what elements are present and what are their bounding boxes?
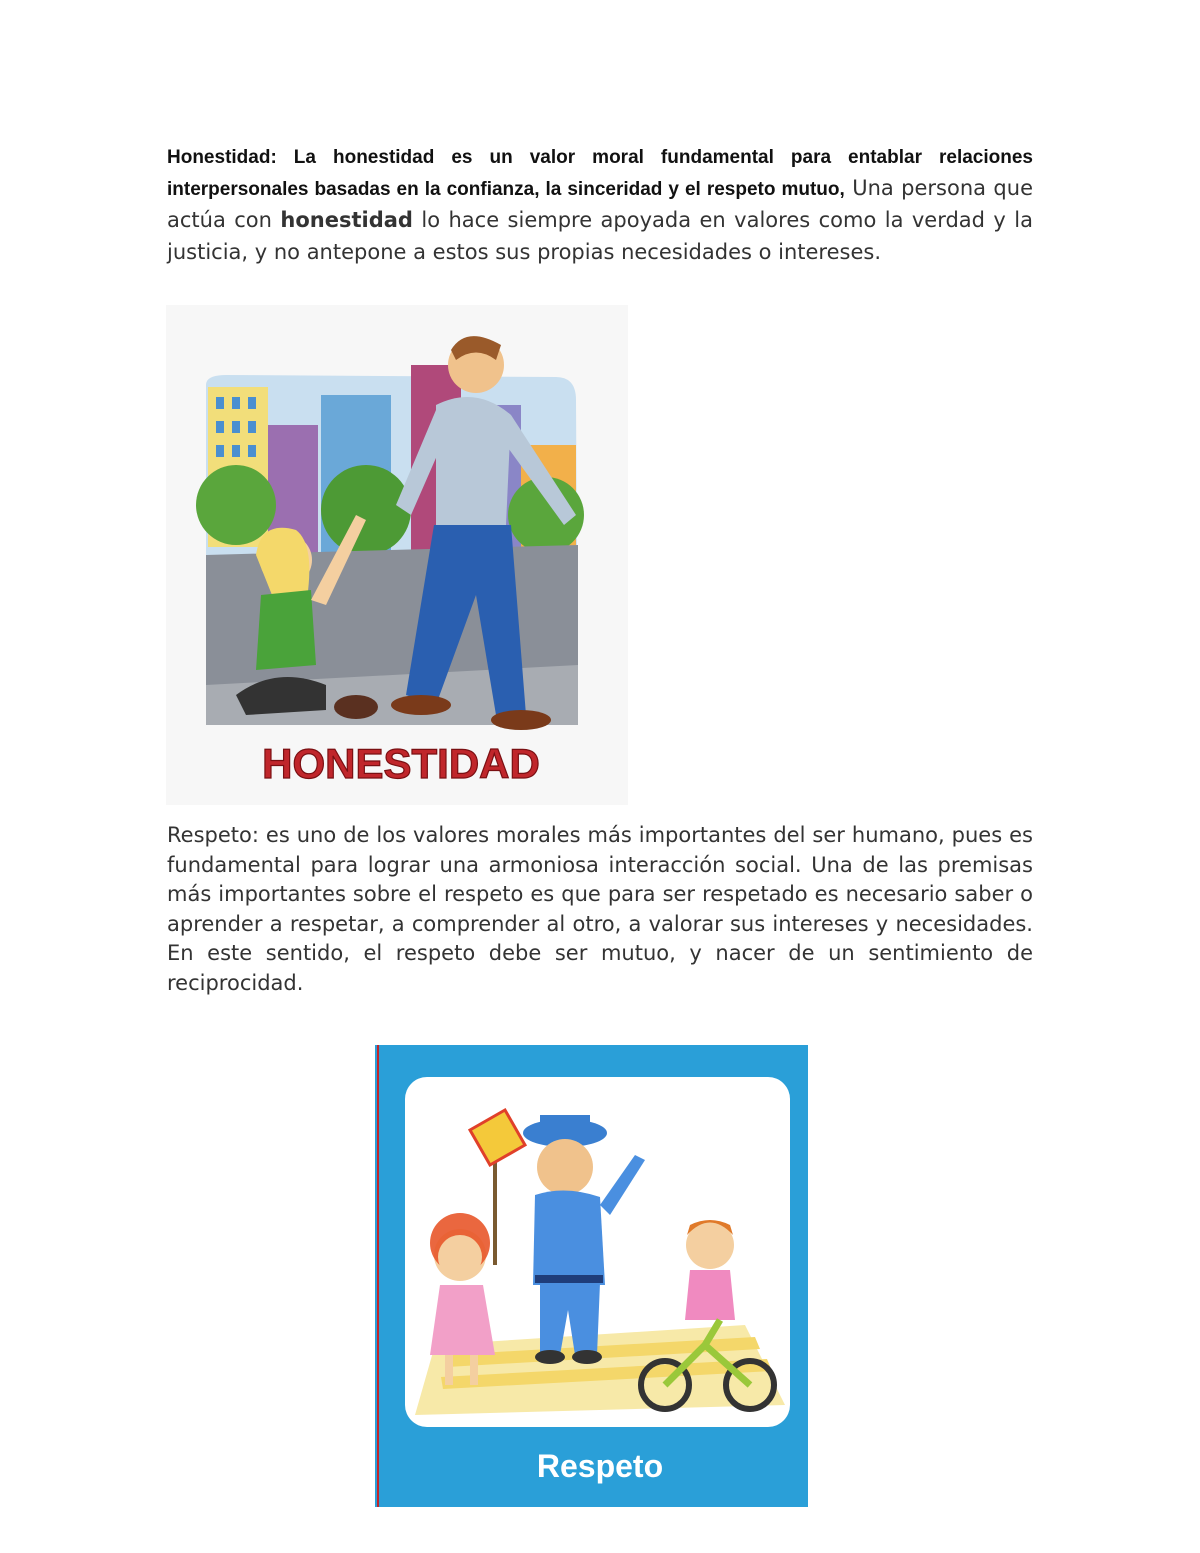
honestidad-illustration <box>166 305 628 805</box>
honestidad-highlight: honestidad <box>280 208 413 232</box>
respeto-illustration <box>375 1045 808 1507</box>
honestidad-paragraph <box>167 143 1033 269</box>
honestidad-text-before: Una persona que actúa con <box>167 176 1033 232</box>
honestidad-caption: HONESTIDAD <box>262 740 540 787</box>
honestidad-text-after: lo hace siempre apoyada en valores como la verdad y la justicia, y no antepone a estos sus propias necesidades o intereses. <box>167 208 1033 264</box>
respeto-paragraph: Respeto: es uno de los valores morales más importantes del ser humano, pues es fundamental para lograr una armoniosa interacción social. Una de las premisas más importantes sobre el respeto es que para ser respetado es necesario saber o aprender a respetar, a comprender al otro, a valorar sus intereses y necesidades. En este sentido, el respeto debe ser mutuo, y nacer de un sentimiento de reciprocidad. <box>167 823 1033 995</box>
honestidad-lead: Honestidad: La honestidad es un valor moral fundamental para entablar relaciones interpersonales basadas en la confianza, la sinceridad y el respeto mutuo, <box>167 147 1033 200</box>
respeto-caption: Respeto <box>536 1448 664 1484</box>
